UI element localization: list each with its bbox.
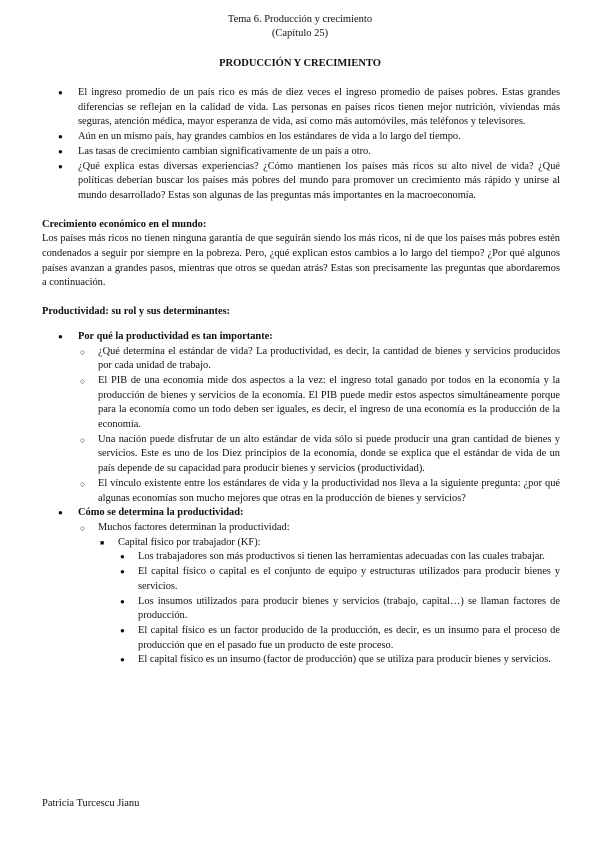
list-item	[42, 506, 560, 668]
list-item: ● Las tasas de crecimiento cambian significativamente de un país a otro.	[42, 145, 560, 160]
productivity-list	[42, 330, 560, 668]
list-item: ○ ¿Qué determina el estándar de vida? La productividad, es decir, la cantidad de bienes y servicios producidos por cada unidad de trabajo.	[78, 345, 560, 374]
document-header	[0, 13, 600, 41]
list-item	[78, 521, 560, 668]
section-heading-productivity: Productividad: su rol y sus determinantes:	[42, 306, 231, 318]
header-chapter: (Capítulo 25)	[271, 28, 329, 39]
section-heading-growth: Crecimiento económico en el mundo:	[42, 218, 207, 230]
factor-label: Capital físico por trabajador (KF):	[118, 536, 261, 548]
list-item: ● Aún en un mismo país, hay grandes cambios en los estándares de vida a lo largo del tiempo.	[42, 130, 560, 145]
why-list	[78, 345, 560, 507]
how-list	[78, 521, 560, 668]
capital-list	[118, 550, 560, 668]
footer-author: Patricia Turcescu Jianu	[42, 798, 140, 809]
factor-list	[98, 536, 560, 668]
sub-label: Muchos factores determinan la productividad:	[98, 521, 290, 533]
header-topic: Tema 6. Producción y crecimiento	[227, 14, 373, 25]
list-item	[98, 536, 560, 668]
list-item: ● ¿Qué explica estas diversas experiencias? ¿Cómo mantienen los países más ricos su alto nivel de vida? ¿Qué políticas deberían buscar los países más pobres del mundo para promover un crecimiento más rápido y unirse al mundo desarrollado? Estas son algunas de las preguntas más importantes en la macroeconomía.	[42, 160, 560, 204]
intro-list	[42, 86, 560, 204]
subsection-label: Cómo se determina la productividad:	[78, 507, 244, 519]
list-item: ● Los trabajadores son más productivos si tienen las herramientas adecuadas con las cuales trabajar.	[118, 550, 560, 565]
list-item: ● Los insumos utilizados para producir bienes y servicios (trabajo, capital…) se llaman factores de producción.	[118, 595, 560, 624]
list-item: ○ Una nación puede disfrutar de un alto estándar de vida sólo si puede producir una gran cantidad de bienes y servicios. Este es uno de los Diez principios de la economía, donde se explica que el estándar de vida de un país depende de su capacidad para producir bienes y servicios (productividad).	[78, 433, 560, 477]
list-item: ○ El vínculo existente entre los estándares de vida y la productividad nos lleva a la siguiente pregunta: ¿por qué algunas economías son mucho mejores que otras en la producción de bienes y servicios?	[78, 477, 560, 506]
list-item: ● El capital físico o capital es el conjunto de equipo y estructuras utilizados para producir bienes y servicios.	[118, 565, 560, 594]
section-paragraph: Los países más ricos no tienen ninguna garantía de que seguirán siendo los más ricos, ni de que los países más pobres estén condenados a seguir por siempre en la pobreza. Pero, ¿qué explican estos cambios a lo largo del tiempo? ¿Por qué algunos países avanzan a grandes pasos, mientras que otros se quedan atrás? Estas son precisamente las preguntas que abordaremos a continuación.	[42, 233, 560, 289]
list-item: ○ El PIB de una economía mide dos aspectos a la vez: el ingreso total ganado por todos en la economía y la producción de bienes y servicios de la economía. El PIB puede medir estos aspectos simultáneamente porque para la economía como un todo deben ser iguales, es decir, el ingreso de una economía es la producción de la economía.	[78, 374, 560, 433]
list-item: ● El capital físico es un factor producido de la producción, es decir, es un insumo para el proceso de producción que en el pasado fue un producto de este proceso.	[118, 624, 560, 653]
list-item	[42, 330, 560, 506]
list-item: ● El ingreso promedio de un país rico es más de diez veces el ingreso promedio de países pobres. Estas grandes diferencias se reflejan en la calidad de vida. Las personas en países ricos tienen mejor nutrición, viviendas más seguras, atención médica, mayor esperanza de vida, así como más automóviles, más teléfonos y televisores.	[42, 86, 560, 130]
list-item: ● El capital físico es un insumo (factor de producción) que se utiliza para producir bienes y servicios.	[118, 653, 560, 668]
page-title: PRODUCCIÓN Y CRECIMIENTO	[219, 58, 381, 69]
subsection-label: Por qué la productividad es tan importante:	[78, 330, 273, 342]
document-body	[42, 86, 560, 668]
